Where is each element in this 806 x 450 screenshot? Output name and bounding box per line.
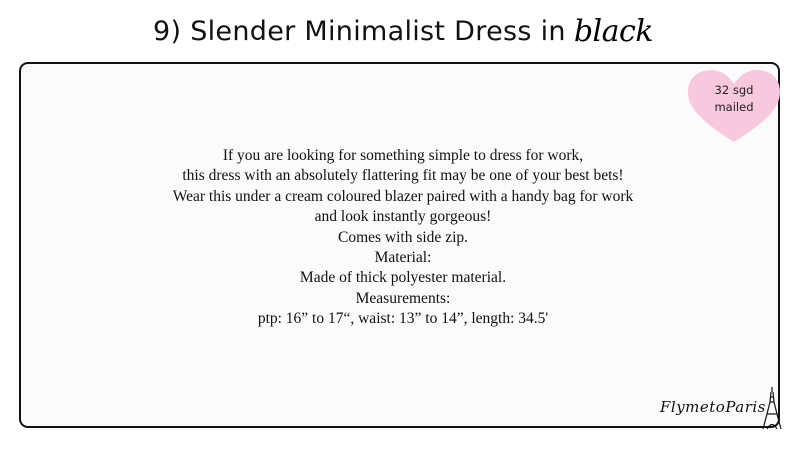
price-badge xyxy=(684,68,784,148)
description-line: Material: xyxy=(374,249,432,267)
page-title xyxy=(0,14,806,58)
description-line: Wear this under a cream coloured blazer paired with a handy bag for work xyxy=(172,187,634,205)
price-line: 32 sgd xyxy=(714,83,754,97)
description-line: and look instantly gorgeous! xyxy=(314,208,492,226)
title-accent: black xyxy=(573,14,653,49)
shipping-line: mailed xyxy=(714,100,754,114)
description-line: Comes with side zip. xyxy=(337,228,469,246)
title-main: 9) Slender Minimalist Dress in xyxy=(153,16,566,47)
description-line: If you are looking for something simple to dress for work, xyxy=(222,147,584,164)
description-line: ptp: 16” to 17“, waist: 13” to 14”, length: 34.5' xyxy=(257,310,549,328)
product-description xyxy=(60,146,746,330)
description-line: Measurements: xyxy=(355,289,451,307)
description-line: Made of thick polyester material. xyxy=(299,269,507,287)
brand-logo: FlymetoParis xyxy=(660,398,766,416)
eiffel-tower-icon xyxy=(761,386,783,430)
description-line: this dress with an absolutely flattering fit may be one of your best bets! xyxy=(182,167,624,185)
